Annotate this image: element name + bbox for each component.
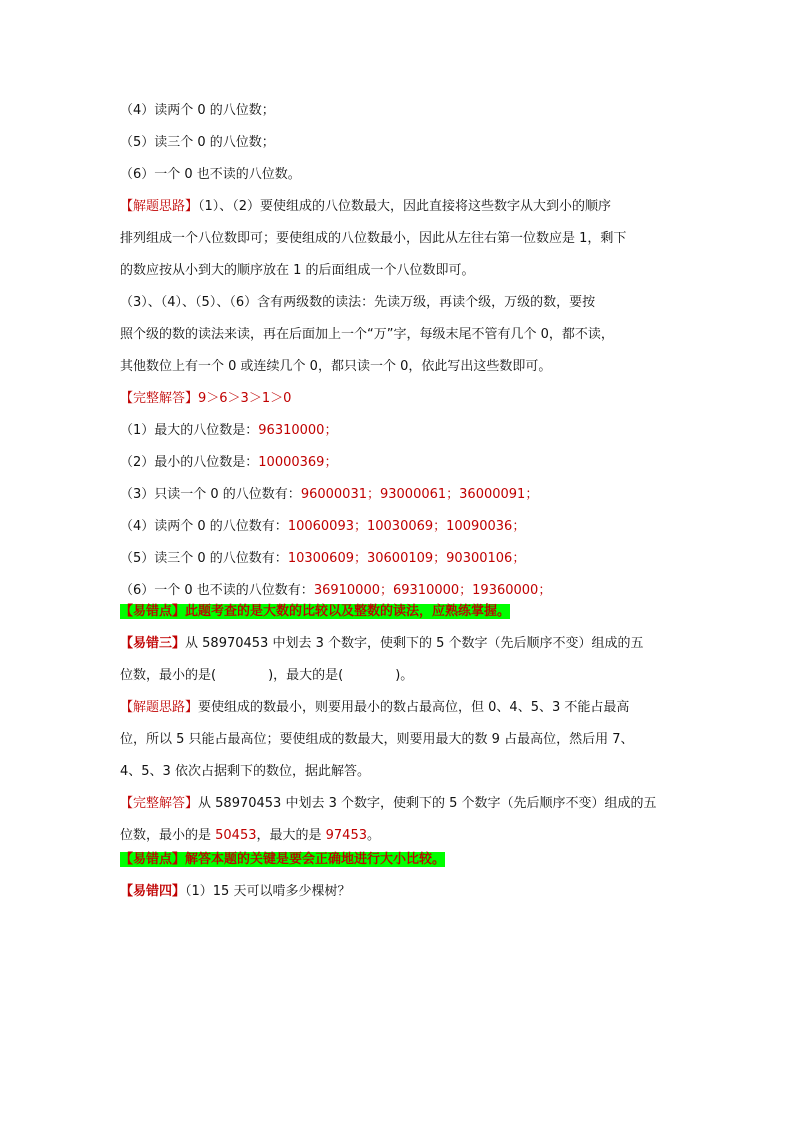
problem-three-line-1 bbox=[120, 636, 644, 652]
text: （5）读三个 0 的八位数； bbox=[120, 135, 275, 150]
text: 其他数位上有一个 0 或连续几个 0，都只读一个 0，依此写出这些数即可。 bbox=[120, 359, 552, 374]
text: （6）一个 0 也不读的八位数。 bbox=[120, 167, 301, 182]
problem-four-line-1 bbox=[120, 884, 350, 900]
text: （1）最大的八位数是： bbox=[120, 423, 259, 438]
solution-idea-line-3 bbox=[120, 263, 475, 279]
text: 的数应按从小到大的顺序放在 1 的后面组成一个八位数即可。 bbox=[120, 263, 475, 278]
solution-idea-line-5 bbox=[120, 327, 614, 343]
question-line-4 bbox=[120, 103, 275, 119]
text: 从 58970453 中划去 3 个数字，使剩下的 5 个数字（先后顺序不变）组成的五 bbox=[198, 796, 657, 811]
answer-line-6 bbox=[120, 583, 551, 599]
full-answer-heading bbox=[120, 391, 291, 407]
text: （1）15 天可以啃多少棵树？ bbox=[185, 884, 351, 899]
answer-value: 97453 bbox=[325, 828, 367, 843]
text: （1）、（2）要使组成的八位数最大，因此直接将这些数字从大到小的顺序 bbox=[198, 199, 612, 214]
question-line-5 bbox=[120, 135, 275, 151]
answer-line-2 bbox=[120, 455, 337, 471]
text: 排列组成一个八位数即可；要使组成的八位数最小，因此从左往右第一位数应是 1，剩下 bbox=[120, 231, 627, 246]
answer-value: 36910000；69310000；19360000； bbox=[313, 583, 552, 598]
text: 位数，最小的是( )，最大的是( )。 bbox=[120, 668, 414, 683]
error-point-tag: 【易错点】 bbox=[120, 852, 186, 867]
full-answer-2-line-1 bbox=[120, 796, 657, 812]
text: 位，所以 5 只能占最高位；要使组成的数最大，则要用最大的数 9 占最高位，然后用 7、 bbox=[120, 732, 634, 747]
answer-line-4 bbox=[120, 519, 525, 535]
solution-idea-2-line-2 bbox=[120, 732, 633, 748]
answer-line-1 bbox=[120, 423, 337, 439]
text: 从 58970453 中划去 3 个数字，使剩下的 5 个数字（先后顺序不变）组成的五 bbox=[185, 636, 644, 651]
answer-value: 96310000； bbox=[258, 423, 338, 438]
solution-idea-line-4 bbox=[120, 295, 595, 311]
answer-value: 96000031；93000061；36000091； bbox=[300, 487, 539, 502]
text: （3）、（4）、（5）、（6）含有两级数的读法：先读万级，再读个级，万级的数，要按 bbox=[120, 295, 596, 310]
answer-line-3 bbox=[120, 487, 538, 503]
text: 4、5、3 依次占据剩下的数位，据此解答。 bbox=[120, 764, 370, 779]
text: 照个级的数的读法来读，再在后面加上一个“万”字，每级末尾不管有几个 0，都不读， bbox=[120, 327, 614, 342]
text: 要使组成的数最小，则要用最小的数占最高位，但 0、4、5、3 不能占最高 bbox=[198, 700, 630, 715]
answer-value: 50453 bbox=[215, 828, 257, 843]
text: （2）最小的八位数是： bbox=[120, 455, 259, 470]
answer-value: 10300609；30600109；90300106； bbox=[287, 551, 526, 566]
error-point-1 bbox=[120, 604, 510, 620]
solution-idea-2-line-3 bbox=[120, 764, 370, 780]
note-text: 解答本题的关键是要会正确地进行大小比较。 bbox=[185, 852, 446, 867]
solution-idea-tag: 【解题思路】 bbox=[120, 199, 199, 214]
solution-idea-line-6 bbox=[120, 359, 551, 375]
text: （5）读三个 0 的八位数有： bbox=[120, 551, 288, 566]
answer-value: 10000369； bbox=[258, 455, 338, 470]
full-answer-2-line-2 bbox=[120, 828, 380, 844]
solution-idea-line-1 bbox=[120, 199, 611, 215]
text: 。 bbox=[367, 828, 381, 843]
text: ，最大的是 bbox=[256, 828, 326, 843]
error-point-2 bbox=[120, 852, 445, 868]
answer-value: 10060093；10030069；10090036； bbox=[287, 519, 526, 534]
text: （4）读两个 0 的八位数有： bbox=[120, 519, 288, 534]
highlighted-note bbox=[120, 852, 445, 867]
problem-three-tag: 【易错三】 bbox=[120, 636, 186, 651]
question-line-6 bbox=[120, 167, 301, 183]
highlighted-note bbox=[120, 604, 510, 619]
problem-three-line-2 bbox=[120, 668, 413, 684]
solution-idea-2-line-1 bbox=[120, 700, 629, 716]
note-text: 此题考查的是大数的比较以及整数的读法，应熟练掌握。 bbox=[185, 604, 511, 619]
error-point-tag: 【易错点】 bbox=[120, 604, 186, 619]
solution-idea-line-2 bbox=[120, 231, 626, 247]
text: （4）读两个 0 的八位数； bbox=[120, 103, 275, 118]
text: （3）只读一个 0 的八位数有： bbox=[120, 487, 301, 502]
solution-idea-tag: 【解题思路】 bbox=[120, 700, 199, 715]
digit-order: 9＞6＞3＞1＞0 bbox=[198, 391, 292, 406]
full-answer-tag: 【完整解答】 bbox=[120, 391, 199, 406]
full-answer-tag: 【完整解答】 bbox=[120, 796, 199, 811]
answer-line-5 bbox=[120, 551, 525, 567]
problem-four-tag: 【易错四】 bbox=[120, 884, 186, 899]
text: 位数，最小的是 bbox=[120, 828, 216, 843]
text: （6）一个 0 也不读的八位数有： bbox=[120, 583, 314, 598]
